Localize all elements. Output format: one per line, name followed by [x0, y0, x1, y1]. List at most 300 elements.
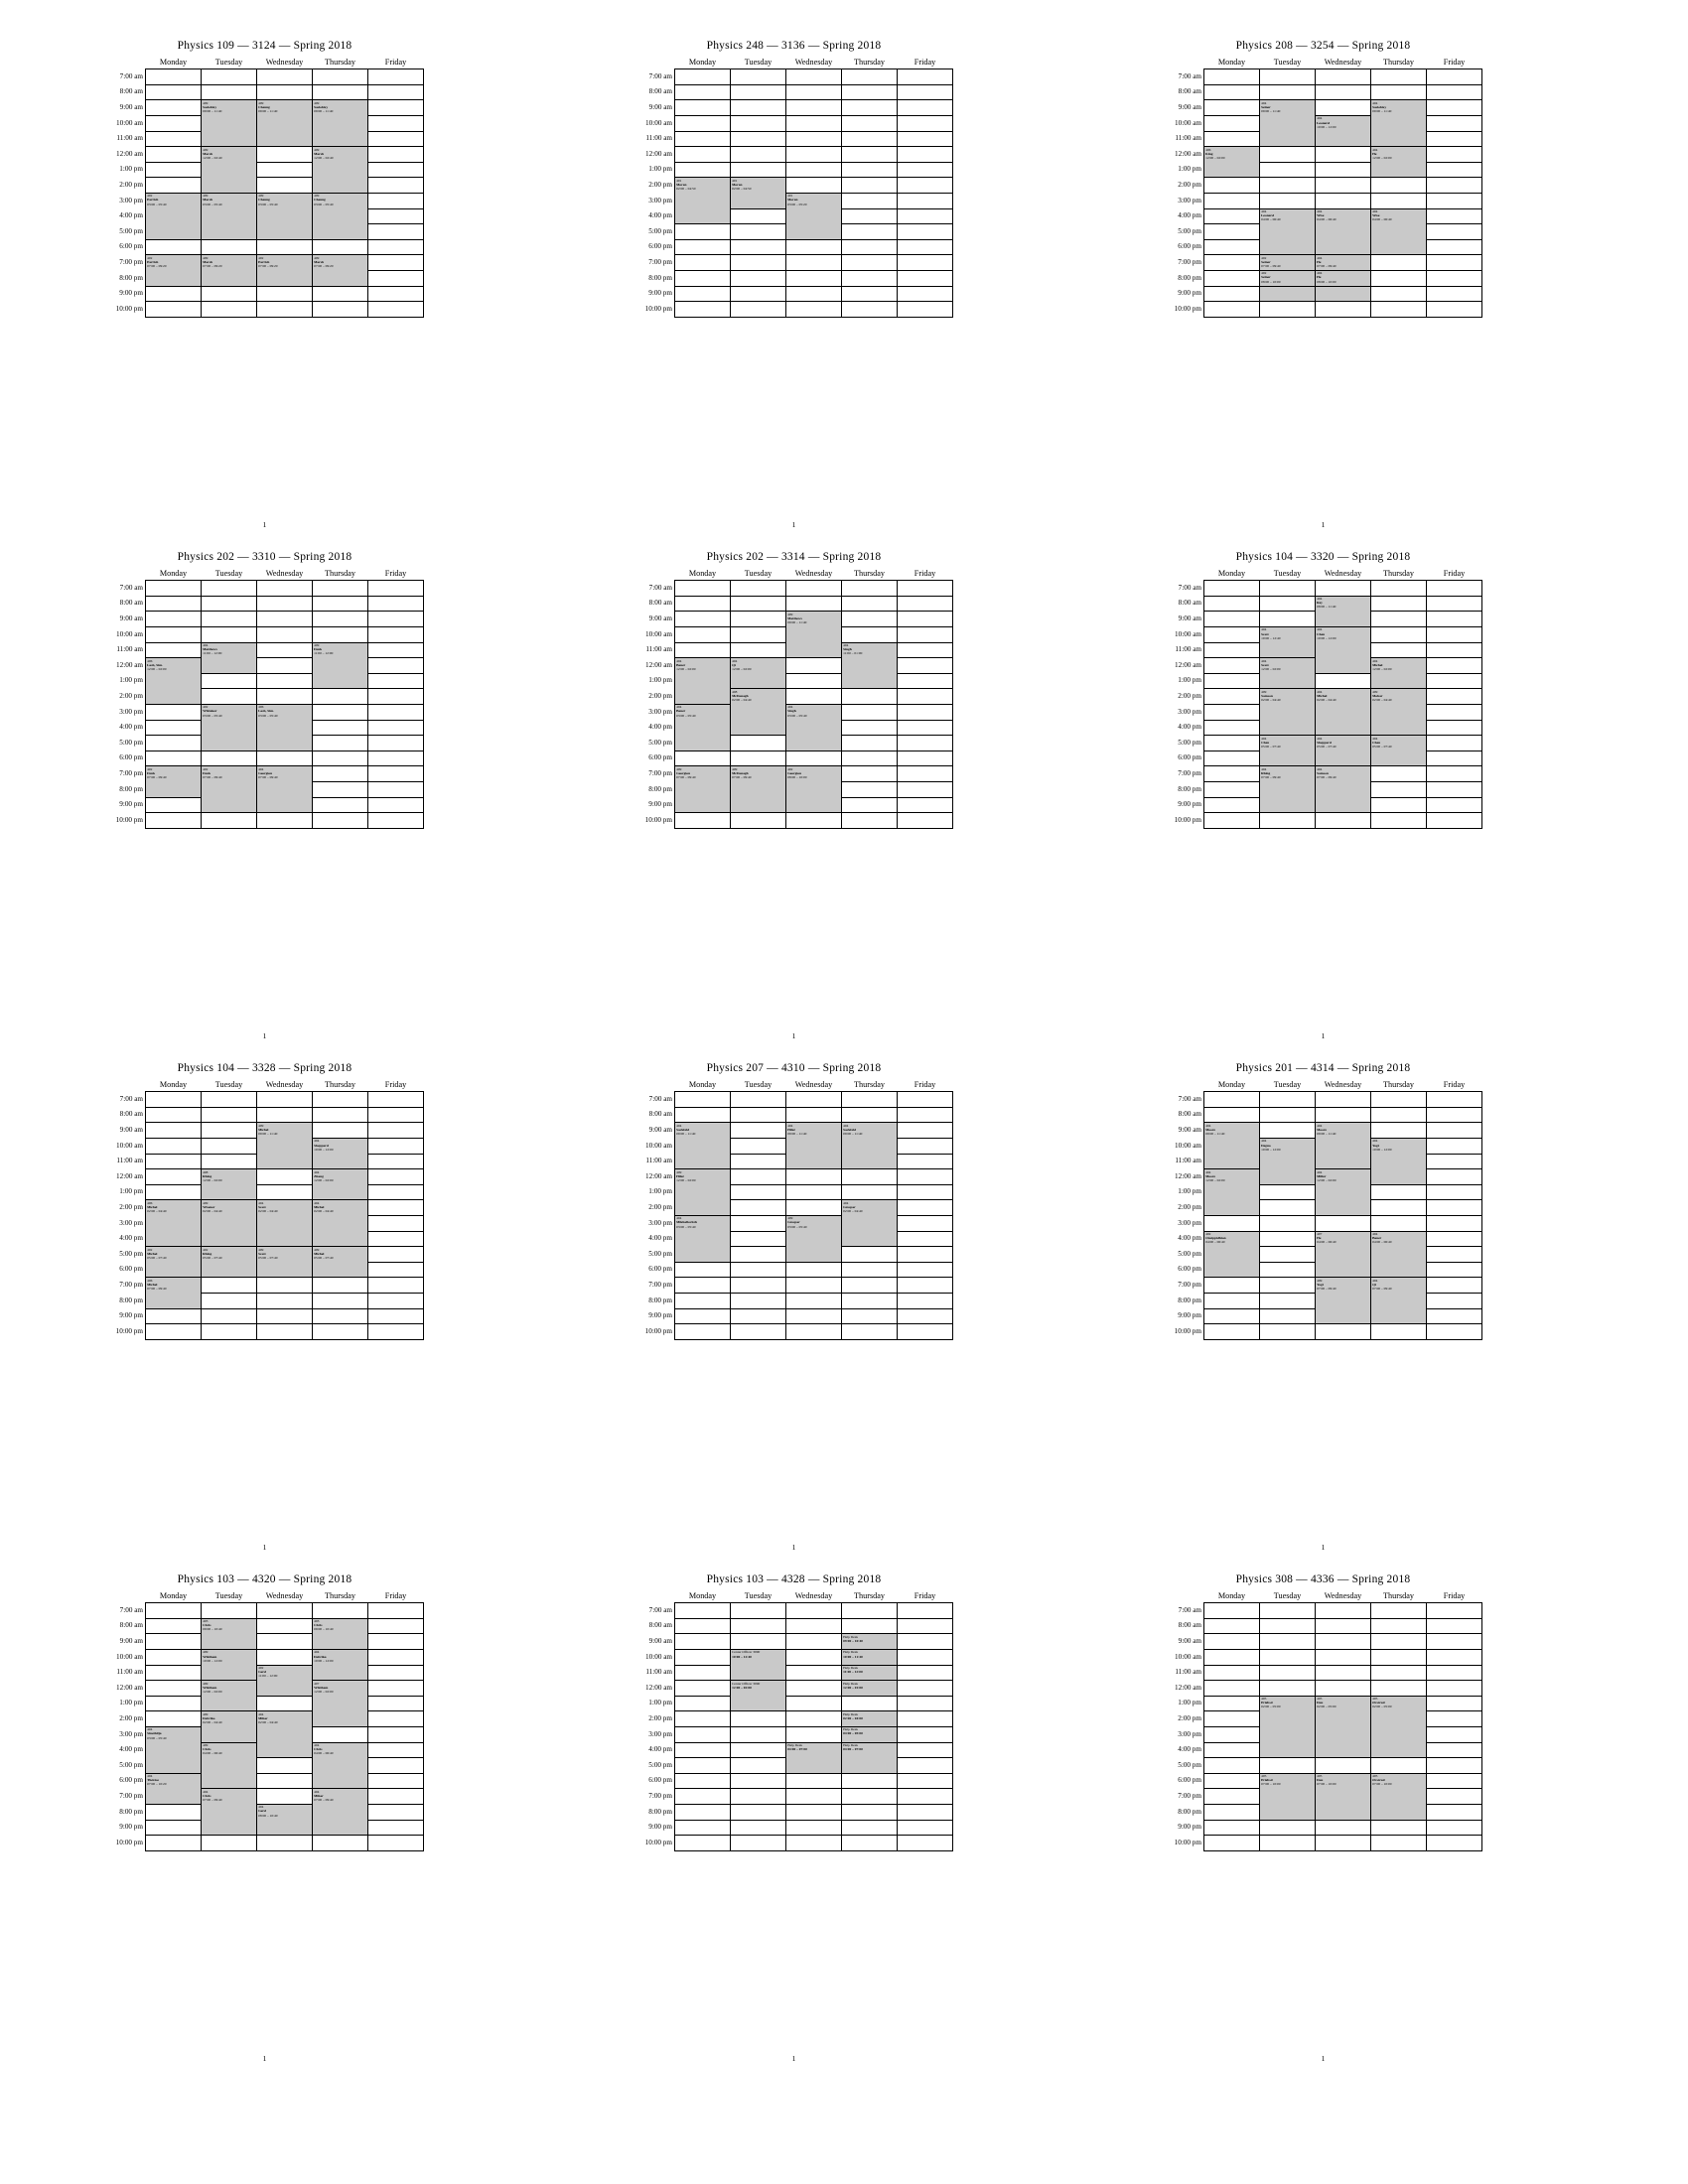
event-block[interactable]: [147, 767, 201, 779]
event-block[interactable]: [1317, 627, 1370, 639]
calendar-slot[interactable]: [368, 797, 424, 813]
calendar-slot[interactable]: [675, 1773, 731, 1789]
calendar-slot[interactable]: [1316, 1711, 1371, 1727]
event-block[interactable]: [732, 1682, 785, 1690]
calendar-slot[interactable]: [786, 720, 842, 736]
event-block[interactable]: [147, 256, 201, 268]
calendar-slot[interactable]: [842, 100, 898, 116]
calendar-slot[interactable]: [146, 193, 202, 208]
calendar-slot[interactable]: [313, 1293, 368, 1308]
calendar-slot[interactable]: [675, 1200, 731, 1216]
event-block[interactable]: [787, 705, 841, 717]
calendar-slot[interactable]: [786, 1154, 842, 1169]
calendar-slot[interactable]: [731, 1618, 786, 1634]
calendar-slot[interactable]: [1204, 751, 1260, 766]
calendar-slot[interactable]: [257, 239, 313, 255]
calendar-slot[interactable]: [313, 673, 368, 689]
calendar-slot[interactable]: [786, 1231, 842, 1247]
calendar-slot[interactable]: [786, 208, 842, 224]
calendar-slot[interactable]: [257, 1711, 313, 1727]
calendar-slot[interactable]: [731, 270, 786, 286]
calendar-slot[interactable]: [368, 781, 424, 797]
calendar-slot[interactable]: [675, 1247, 731, 1263]
calendar-slot[interactable]: [368, 626, 424, 642]
event-block[interactable]: [843, 1666, 897, 1674]
calendar-slot[interactable]: [257, 302, 313, 318]
calendar-slot[interactable]: [1260, 1247, 1316, 1263]
calendar-slot[interactable]: [202, 781, 257, 797]
calendar-slot[interactable]: [202, 1836, 257, 1851]
calendar-slot[interactable]: [898, 704, 953, 720]
calendar-slot[interactable]: [313, 1184, 368, 1200]
calendar-slot[interactable]: [313, 1169, 368, 1185]
calendar-slot[interactable]: [1260, 736, 1316, 751]
calendar-slot[interactable]: [257, 612, 313, 627]
calendar-slot[interactable]: [257, 1231, 313, 1247]
calendar-slot[interactable]: [1427, 704, 1482, 720]
calendar-slot[interactable]: [675, 1634, 731, 1650]
calendar-slot[interactable]: [842, 1184, 898, 1200]
calendar-slot[interactable]: [1316, 1726, 1371, 1742]
calendar-slot[interactable]: [202, 239, 257, 255]
calendar-slot[interactable]: [313, 1711, 368, 1727]
calendar-slot[interactable]: [1371, 1247, 1427, 1263]
calendar-slot[interactable]: [257, 1742, 313, 1758]
calendar-slot[interactable]: [786, 69, 842, 85]
calendar-slot[interactable]: [257, 1107, 313, 1123]
calendar-slot[interactable]: [257, 689, 313, 705]
calendar-slot[interactable]: [202, 270, 257, 286]
calendar-slot[interactable]: [1260, 1154, 1316, 1169]
calendar-slot[interactable]: [731, 1308, 786, 1324]
calendar-slot[interactable]: [368, 1123, 424, 1139]
calendar-slot[interactable]: [842, 1278, 898, 1294]
calendar-slot[interactable]: [786, 626, 842, 642]
calendar-slot[interactable]: [898, 596, 953, 612]
calendar-slot[interactable]: [1316, 1247, 1371, 1263]
calendar-slot[interactable]: [786, 1107, 842, 1123]
calendar-slot[interactable]: [842, 720, 898, 736]
event-block[interactable]: [1317, 737, 1370, 749]
calendar-slot[interactable]: [202, 162, 257, 178]
calendar-slot[interactable]: [1371, 178, 1427, 194]
calendar-slot[interactable]: [842, 1123, 898, 1139]
calendar-slot[interactable]: [786, 1308, 842, 1324]
calendar-slot[interactable]: [313, 781, 368, 797]
calendar-slot[interactable]: [202, 797, 257, 813]
calendar-slot[interactable]: [731, 1262, 786, 1278]
calendar-slot[interactable]: [898, 658, 953, 674]
calendar-slot[interactable]: [731, 1184, 786, 1200]
calendar-slot[interactable]: [731, 100, 786, 116]
calendar-slot[interactable]: [1204, 1820, 1260, 1836]
calendar-slot[interactable]: [1260, 1836, 1316, 1851]
event-block[interactable]: [732, 659, 785, 671]
calendar-slot[interactable]: [675, 1804, 731, 1820]
calendar-slot[interactable]: [731, 1324, 786, 1340]
calendar-slot[interactable]: [1204, 781, 1260, 797]
calendar-slot[interactable]: [368, 1154, 424, 1169]
calendar-slot[interactable]: [786, 100, 842, 116]
event-block[interactable]: [1372, 148, 1426, 160]
calendar-slot[interactable]: [898, 1138, 953, 1154]
calendar-slot[interactable]: [313, 797, 368, 813]
calendar-slot[interactable]: [675, 1742, 731, 1758]
calendar-slot[interactable]: [898, 1293, 953, 1308]
calendar-slot[interactable]: [1260, 147, 1316, 163]
calendar-slot[interactable]: [731, 658, 786, 674]
calendar-slot[interactable]: [1260, 1169, 1316, 1185]
calendar-slot[interactable]: [1371, 581, 1427, 597]
calendar-slot[interactable]: [1260, 1107, 1316, 1123]
calendar-slot[interactable]: [1204, 1184, 1260, 1200]
calendar-slot[interactable]: [1204, 162, 1260, 178]
calendar-slot[interactable]: [146, 1711, 202, 1727]
calendar-slot[interactable]: [842, 1634, 898, 1650]
event-block[interactable]: [1317, 256, 1370, 268]
event-block[interactable]: [843, 1682, 897, 1690]
calendar-slot[interactable]: [257, 224, 313, 240]
calendar-slot[interactable]: [1371, 239, 1427, 255]
calendar-slot[interactable]: [786, 642, 842, 658]
calendar-slot[interactable]: [1260, 612, 1316, 627]
calendar-slot[interactable]: [202, 84, 257, 100]
event-block[interactable]: [203, 194, 256, 205]
calendar-slot[interactable]: [1371, 255, 1427, 271]
event-block[interactable]: [1317, 209, 1370, 221]
calendar-slot[interactable]: [146, 1200, 202, 1216]
calendar-slot[interactable]: [1316, 720, 1371, 736]
event-block[interactable]: [1261, 209, 1315, 221]
calendar-slot[interactable]: [202, 1169, 257, 1185]
calendar-slot[interactable]: [313, 1836, 368, 1851]
calendar-slot[interactable]: [1316, 1200, 1371, 1216]
calendar-slot[interactable]: [1427, 1681, 1482, 1697]
calendar-slot[interactable]: [1316, 1138, 1371, 1154]
calendar-slot[interactable]: [675, 1618, 731, 1634]
calendar-slot[interactable]: [1371, 224, 1427, 240]
calendar-slot[interactable]: [1427, 193, 1482, 208]
calendar-slot[interactable]: [1371, 1278, 1427, 1294]
event-block[interactable]: [1317, 1232, 1370, 1244]
calendar-slot[interactable]: [1204, 581, 1260, 597]
calendar-slot[interactable]: [1260, 69, 1316, 85]
event-block[interactable]: [676, 1170, 730, 1182]
event-block[interactable]: [1261, 1774, 1315, 1786]
calendar-slot[interactable]: [1371, 162, 1427, 178]
event-block[interactable]: [676, 1124, 730, 1136]
calendar-slot[interactable]: [1427, 736, 1482, 751]
calendar-slot[interactable]: [842, 1665, 898, 1681]
calendar-slot[interactable]: [898, 100, 953, 116]
event-block[interactable]: [314, 1619, 367, 1631]
calendar-slot[interactable]: [675, 797, 731, 813]
calendar-slot[interactable]: [1427, 1293, 1482, 1308]
event-block[interactable]: [1205, 148, 1259, 160]
calendar-slot[interactable]: [1260, 1773, 1316, 1789]
event-block[interactable]: [787, 1124, 841, 1136]
calendar-slot[interactable]: [1316, 751, 1371, 766]
calendar-slot[interactable]: [675, 1293, 731, 1308]
calendar-slot[interactable]: [675, 1278, 731, 1294]
calendar-slot[interactable]: [1427, 1138, 1482, 1154]
calendar-slot[interactable]: [202, 1804, 257, 1820]
calendar-slot[interactable]: [675, 1603, 731, 1619]
calendar-slot[interactable]: [1204, 1308, 1260, 1324]
calendar-slot[interactable]: [368, 1138, 424, 1154]
calendar-slot[interactable]: [898, 162, 953, 178]
calendar-slot[interactable]: [202, 69, 257, 85]
calendar-slot[interactable]: [1260, 1215, 1316, 1231]
calendar-slot[interactable]: [146, 626, 202, 642]
calendar-slot[interactable]: [1371, 1138, 1427, 1154]
calendar-slot[interactable]: [1204, 147, 1260, 163]
calendar-slot[interactable]: [786, 1138, 842, 1154]
calendar-slot[interactable]: [675, 612, 731, 627]
calendar-slot[interactable]: [257, 1696, 313, 1711]
calendar-slot[interactable]: [257, 100, 313, 116]
calendar-slot[interactable]: [1371, 736, 1427, 751]
calendar-slot[interactable]: [257, 1247, 313, 1263]
calendar-slot[interactable]: [731, 1154, 786, 1169]
calendar-slot[interactable]: [368, 1262, 424, 1278]
event-block[interactable]: [203, 1170, 256, 1182]
calendar-slot[interactable]: [1316, 736, 1371, 751]
calendar-slot[interactable]: [257, 813, 313, 829]
event-block[interactable]: [314, 1248, 367, 1260]
calendar-slot[interactable]: [1316, 208, 1371, 224]
calendar-slot[interactable]: [898, 239, 953, 255]
calendar-slot[interactable]: [731, 781, 786, 797]
calendar-slot[interactable]: [1371, 1742, 1427, 1758]
calendar-slot[interactable]: [1204, 736, 1260, 751]
calendar-slot[interactable]: [313, 1634, 368, 1650]
calendar-slot[interactable]: [842, 626, 898, 642]
calendar-slot[interactable]: [257, 208, 313, 224]
calendar-slot[interactable]: [1204, 1107, 1260, 1123]
calendar-slot[interactable]: [842, 1696, 898, 1711]
calendar-slot[interactable]: [842, 162, 898, 178]
calendar-slot[interactable]: [368, 612, 424, 627]
calendar-slot[interactable]: [1260, 596, 1316, 612]
calendar-slot[interactable]: [731, 84, 786, 100]
calendar-slot[interactable]: [313, 1758, 368, 1774]
event-block[interactable]: [258, 1124, 312, 1136]
calendar-slot[interactable]: [1371, 720, 1427, 736]
calendar-slot[interactable]: [842, 1603, 898, 1619]
calendar-slot[interactable]: [842, 1804, 898, 1820]
calendar-slot[interactable]: [731, 1215, 786, 1231]
calendar-slot[interactable]: [731, 1200, 786, 1216]
calendar-slot[interactable]: [202, 1649, 257, 1665]
calendar-slot[interactable]: [1260, 239, 1316, 255]
event-block[interactable]: [1372, 1774, 1426, 1786]
calendar-slot[interactable]: [731, 766, 786, 782]
calendar-slot[interactable]: [202, 1696, 257, 1711]
calendar-slot[interactable]: [368, 162, 424, 178]
calendar-slot[interactable]: [731, 1247, 786, 1263]
calendar-slot[interactable]: [786, 1634, 842, 1650]
calendar-slot[interactable]: [313, 736, 368, 751]
calendar-slot[interactable]: [1316, 1107, 1371, 1123]
calendar-slot[interactable]: [786, 239, 842, 255]
calendar-slot[interactable]: [1204, 596, 1260, 612]
event-block[interactable]: [1317, 767, 1370, 779]
calendar-slot[interactable]: [1316, 1169, 1371, 1185]
calendar-slot[interactable]: [146, 1649, 202, 1665]
calendar-slot[interactable]: [786, 1711, 842, 1727]
calendar-slot[interactable]: [313, 115, 368, 131]
calendar-slot[interactable]: [731, 1789, 786, 1805]
calendar-slot[interactable]: [202, 1324, 257, 1340]
calendar-slot[interactable]: [675, 224, 731, 240]
calendar-slot[interactable]: [1316, 84, 1371, 100]
calendar-slot[interactable]: [1260, 162, 1316, 178]
event-block[interactable]: [203, 1712, 256, 1724]
calendar-slot[interactable]: [202, 1231, 257, 1247]
calendar-slot[interactable]: [146, 1758, 202, 1774]
calendar-slot[interactable]: [1260, 302, 1316, 318]
event-block[interactable]: [787, 194, 841, 205]
calendar-slot[interactable]: [1371, 1665, 1427, 1681]
calendar-slot[interactable]: [1204, 612, 1260, 627]
event-block[interactable]: [203, 1248, 256, 1260]
calendar-slot[interactable]: [786, 736, 842, 751]
calendar-slot[interactable]: [786, 115, 842, 131]
calendar-slot[interactable]: [1371, 1293, 1427, 1308]
calendar-slot[interactable]: [1316, 1215, 1371, 1231]
calendar-slot[interactable]: [842, 255, 898, 271]
calendar-slot[interactable]: [675, 162, 731, 178]
calendar-slot[interactable]: [1316, 100, 1371, 116]
calendar-slot[interactable]: [731, 1138, 786, 1154]
calendar-slot[interactable]: [842, 612, 898, 627]
calendar-slot[interactable]: [257, 1681, 313, 1697]
calendar-slot[interactable]: [842, 131, 898, 147]
calendar-slot[interactable]: [368, 1804, 424, 1820]
calendar-slot[interactable]: [675, 1681, 731, 1697]
calendar-slot[interactable]: [786, 1200, 842, 1216]
calendar-slot[interactable]: [257, 1154, 313, 1169]
calendar-slot[interactable]: [1316, 1758, 1371, 1774]
event-block[interactable]: [1205, 1170, 1259, 1182]
calendar-slot[interactable]: [146, 736, 202, 751]
calendar-slot[interactable]: [1204, 1154, 1260, 1169]
calendar-slot[interactable]: [1371, 84, 1427, 100]
calendar-slot[interactable]: [842, 69, 898, 85]
calendar-slot[interactable]: [1204, 286, 1260, 302]
calendar-slot[interactable]: [786, 1215, 842, 1231]
calendar-slot[interactable]: [898, 1107, 953, 1123]
calendar-slot[interactable]: [1316, 224, 1371, 240]
calendar-slot[interactable]: [1316, 193, 1371, 208]
calendar-slot[interactable]: [368, 1308, 424, 1324]
calendar-slot[interactable]: [1204, 1711, 1260, 1727]
calendar-slot[interactable]: [898, 1696, 953, 1711]
calendar-slot[interactable]: [675, 1231, 731, 1247]
calendar-slot[interactable]: [202, 720, 257, 736]
calendar-slot[interactable]: [368, 642, 424, 658]
calendar-slot[interactable]: [1427, 1092, 1482, 1108]
calendar-slot[interactable]: [842, 781, 898, 797]
calendar-slot[interactable]: [368, 1649, 424, 1665]
calendar-slot[interactable]: [731, 720, 786, 736]
event-block[interactable]: [203, 1682, 256, 1694]
calendar-slot[interactable]: [1204, 658, 1260, 674]
event-block[interactable]: [843, 1124, 897, 1136]
calendar-slot[interactable]: [1427, 131, 1482, 147]
calendar-slot[interactable]: [313, 1324, 368, 1340]
calendar-slot[interactable]: [368, 704, 424, 720]
calendar-slot[interactable]: [1371, 286, 1427, 302]
calendar-slot[interactable]: [368, 147, 424, 163]
calendar-slot[interactable]: [898, 1308, 953, 1324]
calendar-slot[interactable]: [842, 596, 898, 612]
calendar-slot[interactable]: [786, 1665, 842, 1681]
calendar-slot[interactable]: [368, 1681, 424, 1697]
calendar-slot[interactable]: [1316, 596, 1371, 612]
calendar-slot[interactable]: [1260, 673, 1316, 689]
calendar-slot[interactable]: [898, 1649, 953, 1665]
event-block[interactable]: [732, 1650, 785, 1658]
event-block[interactable]: [314, 148, 367, 160]
calendar-slot[interactable]: [368, 596, 424, 612]
calendar-slot[interactable]: [786, 797, 842, 813]
calendar-slot[interactable]: [313, 1649, 368, 1665]
calendar-slot[interactable]: [1427, 1711, 1482, 1727]
calendar-slot[interactable]: [146, 224, 202, 240]
calendar-slot[interactable]: [675, 1123, 731, 1139]
calendar-slot[interactable]: [786, 704, 842, 720]
calendar-slot[interactable]: [1427, 286, 1482, 302]
calendar-slot[interactable]: [146, 704, 202, 720]
calendar-slot[interactable]: [1427, 147, 1482, 163]
calendar-slot[interactable]: [368, 1603, 424, 1619]
calendar-slot[interactable]: [368, 302, 424, 318]
calendar-slot[interactable]: [1260, 813, 1316, 829]
calendar-slot[interactable]: [146, 1293, 202, 1308]
calendar-slot[interactable]: [675, 84, 731, 100]
calendar-slot[interactable]: [1427, 178, 1482, 194]
calendar-slot[interactable]: [146, 1726, 202, 1742]
calendar-slot[interactable]: [1260, 1696, 1316, 1711]
calendar-slot[interactable]: [731, 69, 786, 85]
calendar-slot[interactable]: [786, 1649, 842, 1665]
calendar-slot[interactable]: [675, 781, 731, 797]
calendar-slot[interactable]: [1260, 1603, 1316, 1619]
event-block[interactable]: [732, 690, 785, 702]
calendar-slot[interactable]: [842, 1820, 898, 1836]
calendar-slot[interactable]: [368, 115, 424, 131]
calendar-slot[interactable]: [313, 1308, 368, 1324]
calendar-slot[interactable]: [675, 1215, 731, 1231]
calendar-slot[interactable]: [313, 1154, 368, 1169]
calendar-slot[interactable]: [202, 1758, 257, 1774]
calendar-slot[interactable]: [257, 581, 313, 597]
calendar-slot[interactable]: [1260, 658, 1316, 674]
event-block[interactable]: [1372, 737, 1426, 749]
calendar-slot[interactable]: [202, 255, 257, 271]
event-block[interactable]: [1261, 737, 1315, 749]
calendar-slot[interactable]: [368, 193, 424, 208]
calendar-slot[interactable]: [1371, 612, 1427, 627]
event-block[interactable]: [1317, 597, 1370, 609]
calendar-slot[interactable]: [842, 1200, 898, 1216]
calendar-slot[interactable]: [313, 162, 368, 178]
calendar-slot[interactable]: [1316, 797, 1371, 813]
calendar-slot[interactable]: [898, 751, 953, 766]
event-block[interactable]: [258, 1248, 312, 1260]
